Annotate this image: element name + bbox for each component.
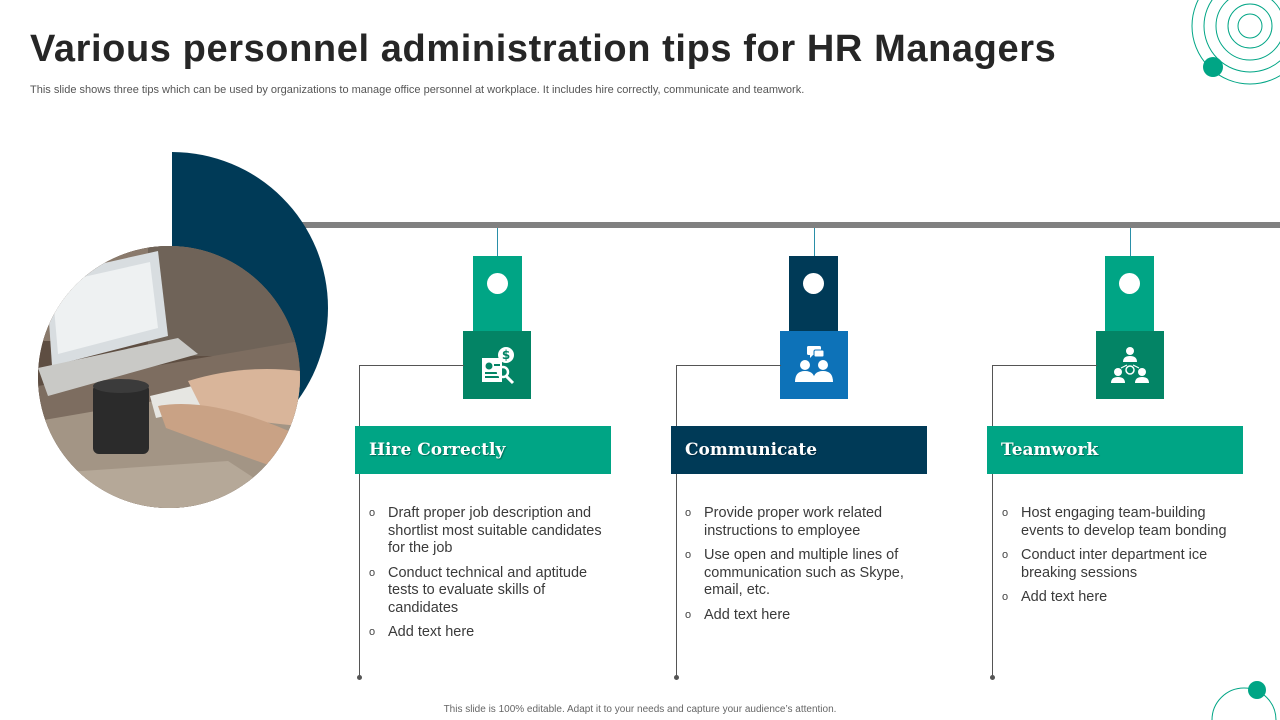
svg-text:$: $ xyxy=(501,348,511,362)
bracket-end-dot xyxy=(357,675,362,680)
tip-header-teamwork: Teamwork xyxy=(987,426,1243,474)
tip-header-hire-correctly: Hire Correctly xyxy=(355,426,611,474)
connector-line xyxy=(497,228,498,256)
pin-hole xyxy=(487,273,508,294)
pin-tag xyxy=(789,256,838,332)
hire-correctly-icon-box xyxy=(463,331,531,399)
connector-line xyxy=(1130,228,1131,256)
bullet-item: o Add text here xyxy=(685,607,933,625)
bullet-item: o Draft proper job description and shortlist most suitable candidates for the job xyxy=(369,505,617,558)
connector-line xyxy=(814,228,815,256)
pin-hole xyxy=(803,273,824,294)
pin-tag xyxy=(1105,256,1154,332)
slide-subtitle: This slide shows three tips which can be used by organizations to manage office personnel at workplace. It includes hire correctly, communicate and teamwork. xyxy=(30,84,805,96)
tip-bullets-hire-correctly xyxy=(369,505,617,649)
bullet-item: o Conduct technical and aptitude tests to evaluate skills of candidates xyxy=(369,565,617,618)
tip-bullets-teamwork xyxy=(1002,505,1250,614)
bullet-item: o Conduct inter department ice breaking sessions xyxy=(1002,547,1250,582)
slide-title: Various personnel administration tips for HR Managers xyxy=(30,28,1057,70)
tip-bullets-communicate xyxy=(685,505,933,631)
bullet-item: o Add text here xyxy=(1002,589,1250,607)
bullet-item: o Use open and multiple lines of communication such as Skype, email, etc. xyxy=(685,547,933,600)
bullet-item: o Host engaging team-building events to develop team bonding xyxy=(1002,505,1250,540)
hiring-resume-dollar-icon xyxy=(477,345,517,385)
pin-hole xyxy=(1119,273,1140,294)
tip-header-communicate: Communicate xyxy=(671,426,927,474)
bullet-item: o Provide proper work related instructions to employee xyxy=(685,505,933,540)
bracket-end-dot xyxy=(990,675,995,680)
slide-footer: This slide is 100% editable. Adapt it to your needs and capture your audience’s attention. xyxy=(443,704,837,715)
office-laptop-photo xyxy=(38,246,300,508)
people-chat-icon xyxy=(794,345,834,385)
teamwork-icon-box xyxy=(1096,331,1164,399)
team-network-icon xyxy=(1110,345,1150,385)
timeline-line xyxy=(300,222,1280,228)
bullet-item: o Add text here xyxy=(369,624,617,642)
communicate-icon-box xyxy=(780,331,848,399)
concentric-rings-decoration xyxy=(1190,0,1280,90)
pin-tag xyxy=(473,256,522,332)
bracket-end-dot xyxy=(674,675,679,680)
